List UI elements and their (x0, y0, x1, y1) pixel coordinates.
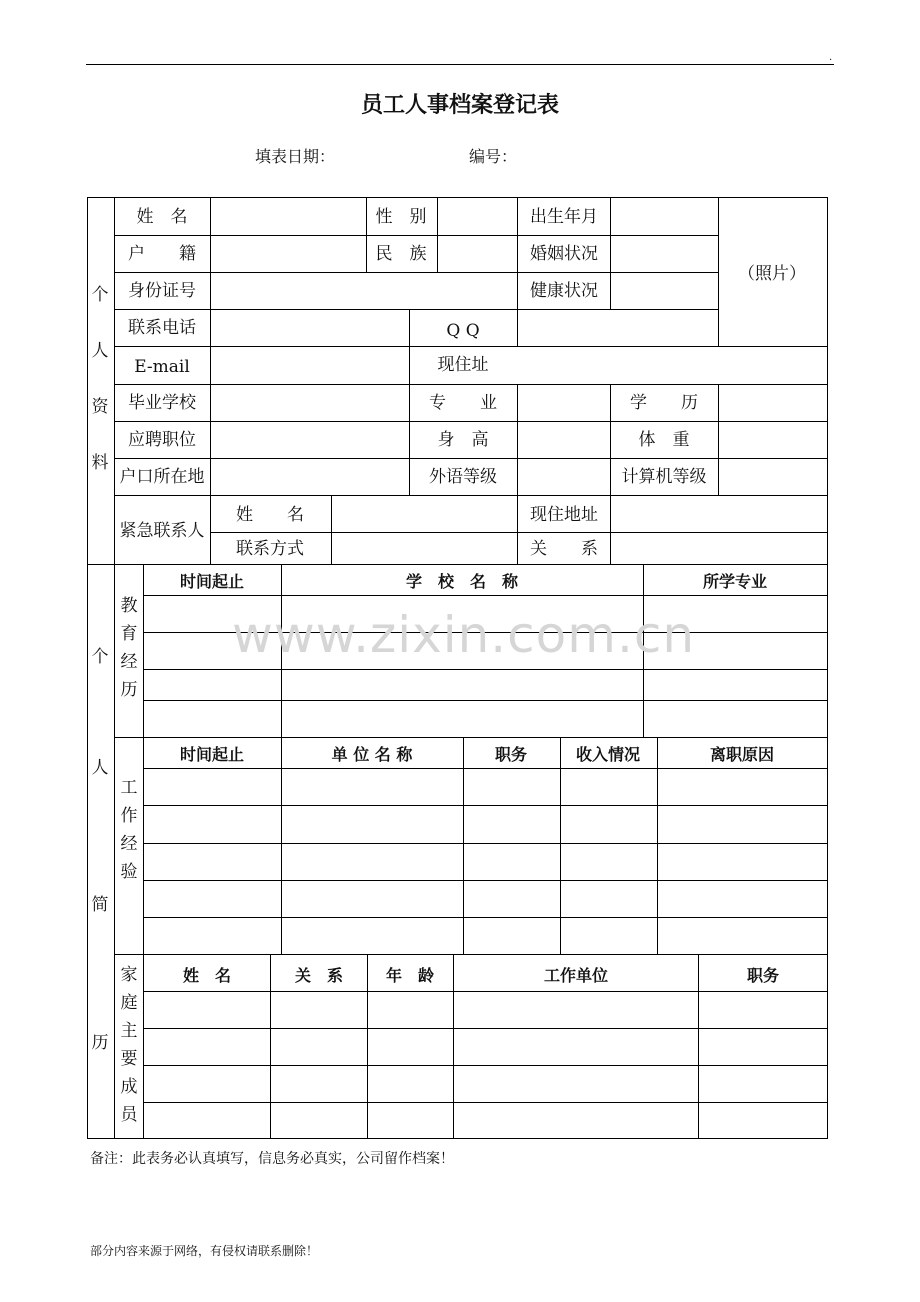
family-header-age: 年 龄 (385, 966, 435, 985)
label-position: 应聘职位 (128, 430, 196, 450)
work-header-period: 时间起止 (179, 745, 245, 764)
section-label-personal: 个人资料 (91, 285, 109, 473)
watermark: www.zixin.com.cn (232, 606, 696, 664)
section-label-education: 教育经历 (120, 596, 138, 700)
label-emergency-address: 现住地址 (530, 505, 598, 525)
label-language: 外语等级 (429, 467, 497, 487)
work-header-company: 单 位 名 称 (331, 745, 413, 764)
family-header-name: 姓 名 (182, 966, 232, 985)
label-computer: 计算机等级 (621, 467, 707, 487)
label-major: 专 业 (429, 393, 497, 413)
label-height: 身 高 (437, 430, 489, 450)
section-label-family: 家庭主要成员 (120, 965, 138, 1125)
family-header-title: 职务 (746, 966, 780, 985)
family-header-workplace: 工作单位 (543, 966, 609, 985)
number-label: 编号： (469, 147, 518, 166)
label-emergency-name: 姓 名 (236, 505, 304, 525)
label-emergency-relation: 关 系 (530, 539, 598, 559)
label-health: 健康状况 (530, 281, 598, 301)
label-id-number: 身份证号 (128, 281, 196, 301)
form-note: 备注：此表务必认真填写，信息务必真实，公司留作档案！ (90, 1151, 454, 1167)
fill-date-label: 填表日期： (255, 147, 336, 166)
section-label-work: 工作经验 (120, 778, 138, 882)
label-gender: 性 别 (375, 207, 427, 227)
label-weight: 体 重 (638, 430, 690, 450)
edu-header-period: 时间起止 (179, 572, 245, 591)
label-marital: 婚姻状况 (530, 244, 598, 264)
page-footer: 部分内容来源于网络，有侵权请联系删除！ (90, 1244, 319, 1258)
corner-dot: . (829, 52, 833, 63)
photo-placeholder: （照片） (738, 264, 806, 284)
edu-header-major: 所学专业 (702, 572, 768, 591)
label-emergency-contact-method: 联系方式 (236, 539, 304, 559)
work-header-income: 收入情况 (575, 745, 641, 764)
label-degree: 学 历 (630, 393, 698, 413)
label-school: 毕业学校 (128, 393, 196, 413)
family-header-relation: 关 系 (294, 966, 344, 985)
label-birth: 出生年月 (530, 207, 598, 227)
label-phone: 联系电话 (128, 318, 196, 338)
label-email: E-mail (134, 357, 190, 377)
form-title: 员工人事档案登记表 (360, 93, 559, 118)
label-hukou-location: 户口所在地 (119, 467, 205, 487)
label-emergency-contact: 紧急联系人 (119, 521, 205, 541)
work-header-title: 职务 (494, 745, 528, 764)
edu-header-school: 学 校 名 称 (405, 572, 519, 591)
label-hukou: 户 籍 (128, 244, 196, 264)
label-address: 现住址 (437, 355, 489, 375)
label-ethnicity: 民 族 (375, 244, 427, 264)
label-name: 姓 名 (136, 207, 188, 227)
work-header-leave-reason: 离职原因 (709, 745, 775, 764)
label-qq: Q Q (446, 321, 480, 341)
section-label-resume: 个人简历 (91, 647, 109, 1053)
